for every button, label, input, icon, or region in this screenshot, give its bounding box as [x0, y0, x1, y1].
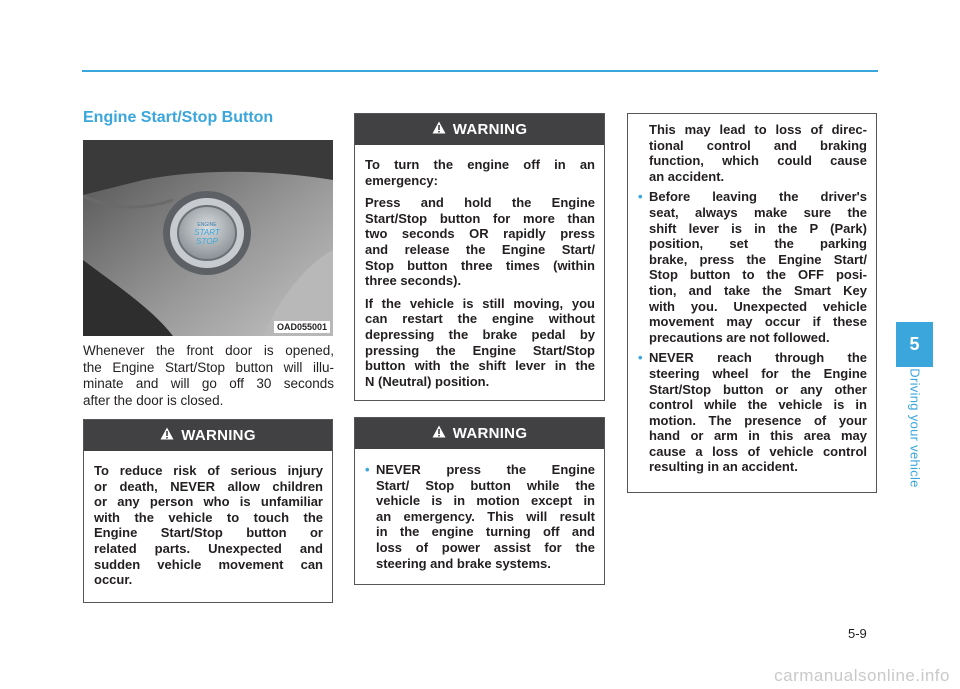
warning-line: Press and hold the Engine: [365, 195, 595, 211]
page-number: 5-9: [848, 626, 867, 641]
warning-line: NEVER press the Engine: [376, 462, 595, 477]
warning-line: control while the vehicle is in: [649, 397, 867, 413]
warning-line: function, which could cause: [649, 153, 867, 169]
bullet-dot: •: [365, 462, 370, 477]
warning-line: NEVER reach through the: [649, 350, 867, 366]
warning-box-emergency: [354, 113, 605, 401]
warning-box-continued: [627, 113, 877, 493]
warning-label: WARNING: [452, 121, 528, 138]
warning-line: shift lever is in the P (Park): [649, 220, 867, 236]
warning-line: sudden vehicle movement can: [94, 556, 323, 572]
button-text-start: START: [194, 228, 220, 237]
warning-line: If the vehicle is still moving, you: [365, 295, 595, 311]
intro-line: Whenever the front door is opened,: [83, 343, 334, 358]
warning-triangle-icon: [160, 427, 174, 444]
warning-line: cause a loss of vehicle control: [649, 443, 867, 459]
warning-line: N (Neutral) position.: [365, 373, 490, 389]
warning-label: WARNING: [452, 425, 528, 442]
warning-line: hand or arm in this area may: [649, 428, 867, 444]
warning-line: Stop button three times (within: [365, 257, 595, 273]
warning-line: precautions are not followed.: [649, 329, 830, 345]
section-title: Engine Start/Stop Button: [83, 109, 274, 126]
warning-label: WARNING: [181, 427, 256, 444]
warning-box-children: [83, 419, 333, 603]
warning-line: tion, and take the Smart Key: [649, 282, 867, 298]
bullet-item: [365, 462, 595, 571]
chapter-number-tab: 5: [896, 322, 933, 367]
warning-line: occur.: [94, 572, 133, 588]
warning-line: loss of power assist for the: [376, 539, 595, 555]
warning-box-motion: [354, 417, 605, 585]
warning-triangle-icon: [432, 121, 446, 138]
warning-line: with the vehicle to touch the: [94, 509, 323, 525]
warning-line: movement may occur if these: [649, 314, 867, 330]
button-text-engine: ENGINE: [197, 222, 217, 228]
warning-line: Start/ Stop button while the: [376, 477, 595, 493]
warning-line: and release the Engine Start/: [365, 241, 595, 257]
warning-line: an accident.: [649, 168, 725, 184]
warning-line: This may lead to loss of direc-: [649, 122, 867, 137]
warning-line: To reduce risk of serious injury: [94, 463, 323, 478]
warning-line: emergency:: [365, 172, 438, 188]
engine-button-photo: [83, 140, 333, 336]
warning-header: [84, 420, 332, 451]
figure-code: OAD055001: [274, 321, 330, 333]
warning-line: or any person who is unfamiliar: [94, 494, 323, 510]
warning-line: motion. The presence of your: [649, 412, 867, 428]
engine-button-illustration: [83, 140, 333, 336]
warning-line: related parts. Unexpected and: [94, 540, 323, 556]
warning-line: Stop button to the OFF posi-: [649, 267, 867, 283]
bullet-dot: •: [638, 350, 643, 366]
warning-line: To turn the engine off in an: [365, 157, 595, 172]
warning-header: [355, 418, 604, 449]
emergency-restart: [365, 296, 595, 390]
watermark: carmanualsonline.info: [774, 666, 950, 685]
continued-text: [638, 122, 867, 184]
warning-line: button with the shift lever in the: [365, 358, 595, 374]
warning-line: two seconds OR rapidly press: [365, 226, 595, 242]
warning-line: Start/Stop button for more than: [365, 210, 595, 226]
warning-line: or death, NEVER allow children: [94, 478, 323, 494]
warning-line: can restart the engine without: [365, 311, 595, 327]
warning-line: depressing the brake pedal by: [365, 326, 595, 342]
warning-line: resulting in an accident.: [649, 459, 798, 475]
button-text-stop: STOP: [196, 237, 218, 246]
intro-line: minate and will go off 30 seconds: [83, 376, 334, 391]
warning-line: with you. Unexpected vehicle: [649, 298, 867, 314]
warning-line: vehicle is in motion except in: [376, 493, 595, 509]
warning-triangle-icon: [432, 425, 446, 442]
intro-paragraph: [83, 343, 334, 409]
warning-line: in the engine turning off and: [376, 524, 595, 540]
warning-line: Start/Stop button or any other: [649, 381, 867, 397]
emergency-procedure: [365, 195, 595, 289]
warning-line: Before leaving the driver's: [649, 189, 867, 205]
emergency-intro: [365, 157, 595, 188]
warning-line: tional control and braking: [649, 137, 867, 153]
warning-line: Engine Start/Stop button or: [94, 525, 323, 541]
warning-line: position, set the parking: [649, 236, 867, 252]
chapter-label: Driving your vehicle: [907, 368, 923, 488]
top-rule: [82, 70, 878, 72]
intro-line: the Engine Start/Stop button will illu-: [83, 359, 334, 375]
intro-line: after the door is closed.: [83, 392, 224, 408]
bullet-dot: •: [638, 189, 643, 205]
bullet-item: [638, 350, 867, 475]
bullet-item: [638, 189, 867, 345]
warning-line: steering wheel for the Engine: [649, 365, 867, 381]
warning-line: seat, always make sure the: [649, 204, 867, 220]
warning-line: an emergency. This will result: [376, 508, 595, 524]
warning-line: steering and brake systems.: [376, 555, 551, 571]
warning-line: brake, press the Engine Start/: [649, 251, 867, 267]
warning-line: three seconds).: [365, 273, 462, 289]
warning-header: [355, 114, 604, 145]
warning-line: pressing the Engine Start/Stop: [365, 342, 595, 358]
